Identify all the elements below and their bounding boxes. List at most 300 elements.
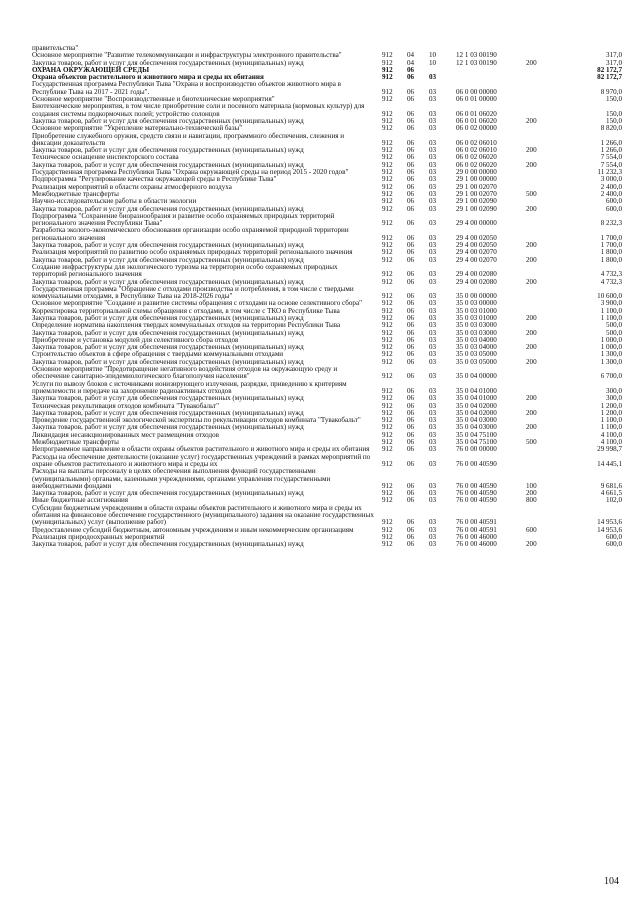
row-target-article: 29 4 00 02050	[456, 233, 497, 242]
row-subsection-code: 03	[429, 307, 437, 315]
row-name: Закупка товаров, работ и услуг для обеспечения государственных (муниципальных) нужд	[32, 343, 304, 352]
row-section-code: 06	[407, 198, 415, 206]
row-subsection-code: 03	[429, 402, 437, 410]
row-target-article: 76 0 00 46000	[456, 541, 497, 549]
row-ministry-code: 912	[382, 147, 393, 155]
row-ministry-code: 912	[382, 125, 393, 133]
row-name: Корректировка территориальной схемы обращения с отходами, в том числе с ТКО в Республике Тыва	[32, 306, 340, 315]
row-section-code: 06	[407, 446, 415, 454]
row-section-code: 06	[407, 372, 415, 381]
row-subsection-code: 03	[429, 138, 437, 147]
row-ministry-code: 912	[382, 409, 393, 417]
row-target-article: 29 4 00 02070	[456, 256, 497, 264]
row-subsection-code: 03	[429, 481, 437, 490]
row-ministry-code: 912	[382, 66, 393, 74]
row-amount: 3 900,0	[600, 300, 622, 308]
row-name: Закупка товаров, работ и услуг для обеспечения государственных (муниципальных) нужд	[32, 160, 304, 169]
row-amount: 600,0	[606, 541, 622, 549]
row-subsection-code: 03	[429, 351, 437, 359]
row-subsection-code: 03	[429, 278, 437, 286]
row-section-code: 06	[407, 322, 415, 330]
row-subsection-code: 10	[429, 52, 437, 60]
row-expense-type	[524, 198, 562, 205]
row-subsection-code: 03	[429, 386, 437, 395]
row-expense-type	[524, 133, 562, 148]
row-ministry-code: 912	[382, 270, 393, 279]
row-target-article: 35 0 04 01000	[456, 386, 497, 395]
row-section-code: 06	[407, 431, 415, 439]
row-ministry-code: 912	[382, 300, 393, 308]
row-section-code: 06	[407, 183, 415, 191]
row-ministry-code: 912	[382, 59, 393, 67]
row-name: Предоставление субсидий бюджетным, автономным учреждениям и иным некоммерческим организациям	[32, 525, 354, 534]
row-amount: 82 172,7	[597, 66, 622, 74]
row-subsection-code: 03	[429, 161, 437, 169]
row-target-article: 35 0 04 02000	[456, 409, 497, 417]
row-amount: 2 400,0	[600, 190, 622, 198]
row-name: Закупка товаров, работ и услуг для обеспечения государственных (муниципальных) нужд	[32, 357, 304, 366]
row-subsection-code: 03	[429, 183, 437, 191]
row-ministry-code: 912	[382, 205, 393, 213]
row-amount: 11 232,3	[597, 169, 622, 177]
row-amount: 82 172,7	[597, 74, 622, 82]
row-expense-type	[524, 184, 562, 191]
row-amount: 1 100,0	[600, 424, 622, 432]
row-expense-type	[524, 249, 562, 256]
row-name: Основное мероприятие "Укрепление материально-технической базы"	[32, 124, 243, 133]
row-section-code: 06	[407, 497, 415, 505]
row-target-article: 29 4 00 02070	[456, 249, 497, 257]
row-target-article: 12 1 03 00190	[456, 52, 497, 60]
row-target-article: 76 0 00 40590	[456, 490, 497, 498]
row-section-code: 06	[407, 395, 415, 403]
row-target-article: 76 0 00 40591	[456, 518, 497, 527]
row-ministry-code: 912	[382, 154, 393, 162]
row-amount: 7 554,0	[600, 161, 622, 169]
row-ministry-code: 912	[382, 219, 393, 228]
row-section-code: 06	[407, 417, 415, 425]
row-section-code: 06	[407, 256, 415, 264]
row-name: Закупка товаров, работ и услуг для обеспечения государственных (муниципальных) нужд	[32, 423, 304, 432]
row-subsection-code: 03	[429, 459, 437, 468]
budget-table-body	[32, 45, 622, 548]
row-amount: 7 554,0	[600, 154, 622, 162]
row-target-article	[454, 45, 524, 52]
row-ministry-code: 912	[382, 322, 393, 330]
row-amount: 6 700,0	[600, 372, 622, 381]
row-target-article: 35 0 04 00000	[456, 372, 497, 381]
row-amount: 14 445,1	[597, 459, 622, 468]
row-name: Охрана объектов растительного и животного мира и среды их обитания	[32, 73, 264, 82]
table-row	[32, 184, 622, 191]
row-ministry-code: 912	[382, 198, 393, 206]
row-amount: 1 100,0	[600, 307, 622, 315]
row-expense-type: 200	[526, 59, 537, 67]
row-subsection-code: 03	[429, 219, 437, 228]
row-amount: 1 100,0	[600, 417, 622, 425]
row-ministry-code: 912	[382, 439, 393, 447]
row-amount: 3 000,0	[600, 176, 622, 184]
table-row	[32, 505, 622, 527]
row-amount: 1 300,0	[600, 351, 622, 359]
row-target-article: 06 0 02 06020	[456, 154, 497, 162]
row-amount: 102,0	[606, 497, 622, 505]
row-amount: 4 661,5	[600, 490, 622, 498]
row-section-code: 06	[407, 292, 415, 301]
row-subsection-code: 03	[429, 125, 437, 133]
row-section-code: 06	[407, 386, 415, 395]
row-expense-type: 200	[526, 161, 537, 169]
row-expense-type: 500	[526, 190, 537, 198]
row-expense-type: 200	[526, 395, 537, 403]
row-section-code: 06	[407, 358, 415, 366]
row-target-article: 76 0 00 40590	[456, 497, 497, 505]
row-name: Закупка товаров, работ и услуг для обеспечения государственных (муниципальных) нужд	[32, 255, 304, 264]
row-name: Закупка товаров, работ и услуг для обеспечения государственных (муниципальных) нужд	[32, 394, 304, 403]
row-subsection-code: 03	[429, 270, 437, 279]
row-amount: 1 200,0	[600, 409, 622, 417]
row-ministry-code: 912	[382, 402, 393, 410]
row-expense-type: 200	[526, 409, 537, 417]
row-amount: 4 100,0	[600, 439, 622, 447]
row-target-article: 06 0 01 00000	[456, 96, 497, 104]
row-subsection-code: 03	[429, 395, 437, 403]
row-name: правительства"	[32, 44, 79, 52]
row-section-code	[405, 45, 427, 52]
table-row	[32, 264, 622, 279]
row-section-code: 06	[407, 314, 415, 322]
row-ministry-code: 912	[382, 386, 393, 395]
row-amount: 8 970,0	[600, 87, 622, 96]
row-subsection-code: 03	[429, 358, 437, 366]
row-amount: 1 200,0	[600, 402, 622, 410]
row-name: Подпрограмма "Регулирование качества окружающей среды в Республике Тыва"	[32, 175, 277, 184]
row-target-article: 35 0 03 03000	[456, 329, 497, 337]
row-name: Подпрограмма "Сохранение биоразнообразия и развитие особо охраняемых природных территорий регионального значения Республики Тыва"	[32, 211, 335, 228]
row-expense-type	[524, 351, 562, 358]
row-amount: 1 266,0	[600, 138, 622, 147]
row-subsection-code: 03	[429, 541, 437, 549]
row-target-article: 35 0 03 05000	[456, 358, 497, 366]
row-amount: 8 232,3	[600, 219, 622, 228]
row-name: Строительство объектов в сфере обращения с твердыми коммунальными отходами	[32, 350, 284, 359]
row-subsection-code: 03	[429, 424, 437, 432]
row-name: Приобретение служебного оружия, средств связи и навигации, программного обеспечения, слежения и фиксации доказательств	[32, 131, 345, 147]
row-amount: 1 700,0	[600, 233, 622, 242]
row-ministry-code: 912	[382, 344, 393, 352]
row-target-article: 35 0 03 01000	[456, 307, 497, 315]
row-target-article: 35 0 03 01000	[456, 314, 497, 322]
row-amount: 29 998,7	[597, 446, 622, 454]
row-target-article: 76 0 00 40590	[456, 459, 497, 468]
row-amount: 9 681,6	[600, 481, 622, 490]
row-ministry-code: 912	[382, 176, 393, 184]
row-expense-type: 200	[526, 490, 537, 498]
row-expense-type: 800	[526, 497, 537, 505]
row-name: Межбюджетные трансферты	[32, 189, 119, 198]
row-ministry-code: 912	[382, 307, 393, 315]
row-section-code: 06	[407, 459, 415, 468]
row-expense-type: 200	[526, 344, 537, 352]
row-amount: 8 820,0	[600, 125, 622, 133]
row-section-code: 06	[407, 300, 415, 308]
row-name: Реализация природоохранных мероприятий	[32, 532, 165, 541]
row-subsection-code: 03	[429, 87, 437, 96]
row-ministry-code: 912	[382, 446, 393, 454]
row-expense-type: 500	[526, 439, 537, 447]
row-section-code: 06	[407, 490, 415, 498]
row-name: Создание инфраструктуры для экологического туризма на территории особо охраняемых природных территорий регионального значения	[32, 262, 338, 279]
row-expense-type	[524, 403, 562, 410]
row-section-code: 06	[407, 344, 415, 352]
row-amount: 317,0	[606, 52, 622, 60]
row-name: Техническая рекультивация отходов комбината "Тувакобальт"	[32, 401, 220, 410]
row-subsection-code: 03	[429, 242, 437, 250]
row-amount: 1 800,0	[600, 249, 622, 257]
row-subsection-code: 03	[429, 198, 437, 206]
row-expense-type	[524, 534, 562, 541]
row-name: Техническое оснащение инспекторского состава	[32, 153, 179, 162]
row-section-code: 06	[407, 176, 415, 184]
row-expense-type	[524, 176, 562, 183]
row-expense-type: 200	[526, 205, 537, 213]
row-subsection-code: 03	[429, 533, 437, 541]
row-target-article: 29 1 00 00000	[456, 176, 497, 184]
row-subsection-code: 03	[429, 372, 437, 381]
row-expense-type	[524, 74, 562, 81]
row-name: Закупка товаров, работ и услуг для обеспечения государственных (муниципальных) нужд	[32, 313, 304, 322]
row-name: Разработка эколого-экономического обоснования организации особо охраняемой природной территории регионального значения	[32, 226, 349, 242]
row-amount: 150,0	[606, 109, 622, 118]
row-section-code: 04	[407, 59, 415, 67]
row-target-article: 29 4 00 02080	[456, 270, 497, 279]
row-target-article: 76 0 00 40591	[456, 526, 497, 534]
row-subsection-code: 03	[429, 109, 437, 118]
row-name: Основное мероприятие "Создание и развитие системы обращения с отходами на основе селективного сбора"	[32, 299, 363, 308]
row-name: Иные бюджетные ассигнования	[32, 496, 129, 505]
row-section-code: 06	[407, 161, 415, 169]
row-expense-type: 100	[526, 481, 537, 490]
table-row	[32, 381, 622, 396]
row-section-code: 06	[407, 147, 415, 155]
row-section-code: 06	[407, 249, 415, 257]
table-row	[32, 366, 622, 381]
row-section-code: 06	[407, 117, 415, 125]
row-section-code: 06	[407, 307, 415, 315]
row-target-article: 35 0 03 04000	[456, 344, 497, 352]
row-section-code: 06	[407, 109, 415, 118]
row-target-article: 35 0 04 03000	[456, 424, 497, 432]
row-name: Закупка товаров, работ и услуг для обеспечения государственных (муниципальных) нужд	[32, 241, 304, 250]
row-expense-type: 200	[526, 314, 537, 322]
row-section-code: 06	[407, 154, 415, 162]
row-expense-type	[524, 454, 562, 469]
row-section-code: 06	[407, 336, 415, 344]
row-ministry-code: 912	[382, 518, 393, 527]
row-name: Закупка товаров, работ и услуг для обеспечения государственных (муниципальных) нужд	[32, 204, 304, 213]
row-target-article	[454, 67, 524, 74]
table-row	[32, 432, 622, 439]
row-amount: 14 953,6	[597, 518, 622, 527]
row-subsection-code: 03	[429, 490, 437, 498]
row-section-code: 06	[407, 138, 415, 147]
row-amount: 1 800,0	[600, 256, 622, 264]
row-target-article: 35 0 04 75100	[456, 439, 497, 447]
budget-page	[32, 45, 622, 548]
row-ministry-code: 912	[382, 109, 393, 118]
row-subsection-code: 03	[429, 176, 437, 184]
row-ministry-code: 912	[382, 417, 393, 425]
row-section-code: 06	[407, 270, 415, 279]
row-expense-type: 200	[526, 541, 537, 549]
row-target-article: 35 0 04 75100	[456, 431, 497, 439]
row-expense-type	[524, 446, 562, 453]
row-amount: 4 732,3	[600, 270, 622, 279]
row-expense-type: 200	[526, 358, 537, 366]
row-target-article: 76 0 00 40590	[456, 481, 497, 490]
row-ministry-code: 912	[382, 358, 393, 366]
row-name: Закупка товаров, работ и услуг для обеспечения государственных (муниципальных) нужд	[32, 116, 304, 125]
row-name: Непрограммное направление в области охраны объектов растительного и животного мира и среды их обитания	[32, 445, 370, 454]
row-section-code: 06	[407, 190, 415, 198]
row-ministry-code: 912	[382, 336, 393, 344]
row-ministry-code: 912	[382, 233, 393, 242]
row-target-article: 76 0 00 00000	[456, 446, 497, 454]
row-amount: 1 700,0	[600, 242, 622, 250]
row-expense-type	[524, 154, 562, 161]
table-row	[32, 468, 622, 490]
row-name: Расходы на выплаты персоналу в целях обеспечения выполнения функций государственными (муниципальными) органами, казенными учреждениями, органами управления государственными внебюджетными фондами	[32, 467, 331, 490]
row-section-code: 06	[407, 526, 415, 534]
row-subsection-code: 03	[429, 190, 437, 198]
row-expense-type	[524, 286, 562, 301]
table-row	[32, 133, 622, 148]
row-expense-type: 200	[526, 424, 537, 432]
row-ministry-code: 912	[382, 117, 393, 125]
row-subsection-code: 03	[429, 439, 437, 447]
row-subsection-code: 03	[429, 249, 437, 257]
row-ministry-code: 912	[382, 74, 393, 82]
row-name: Основное мероприятие "Предотвращение негативного воздействия отходов на окружающую среду и обеспечение санитарно-эпидемиологического благополучия населения"	[32, 365, 338, 381]
row-expense-type	[524, 67, 562, 74]
row-subsection-code: 03	[429, 256, 437, 264]
row-target-article: 06 0 00 00000	[456, 87, 497, 96]
row-expense-type: 200	[526, 256, 537, 264]
row-expense-type	[524, 381, 562, 396]
row-name: Реализация мероприятий в области охраны атмосферного воздуха	[32, 182, 232, 191]
row-amount: 1 000,0	[600, 344, 622, 352]
row-section-code: 06	[407, 219, 415, 228]
row-subsection-code: 03	[429, 233, 437, 242]
row-expense-type	[524, 308, 562, 315]
row-section-code: 06	[407, 409, 415, 417]
row-subsection-code: 03	[429, 446, 437, 454]
row-subsection-code: 03	[429, 336, 437, 344]
table-row	[32, 213, 622, 228]
row-ministry-code: 912	[382, 52, 393, 60]
table-row	[32, 454, 622, 469]
row-name: Закупка товаров, работ и услуг для обеспечения государственных (муниципальных) нужд	[32, 408, 304, 417]
row-subsection-code: 03	[429, 518, 437, 527]
row-amount: 14 953,6	[597, 526, 622, 534]
row-name: Закупка товаров, работ и услуг для обеспечения государственных (муниципальных) нужд	[32, 58, 304, 67]
row-target-article: 29 1 00 02090	[456, 205, 497, 213]
row-ministry-code: 912	[382, 138, 393, 147]
row-target-article: 29 1 00 02090	[456, 198, 497, 206]
row-expense-type	[524, 322, 562, 329]
row-amount: 1 266,0	[600, 147, 622, 155]
row-subsection-code: 03	[429, 117, 437, 125]
row-target-article: 35 0 04 02000	[456, 402, 497, 410]
row-section-code: 06	[407, 402, 415, 410]
row-expense-type	[524, 52, 562, 59]
table-row	[32, 286, 622, 301]
row-subsection-code: 03	[429, 292, 437, 301]
row-ministry-code: 912	[382, 329, 393, 337]
row-expense-type	[524, 96, 562, 103]
row-ministry-code: 912	[382, 292, 393, 301]
row-name: Закупка товаров, работ и услуг для обеспечения государственных (муниципальных) нужд	[32, 489, 304, 498]
row-amount: 150,0	[606, 96, 622, 104]
row-ministry-code: 912	[382, 256, 393, 264]
row-section-code: 06	[407, 169, 415, 177]
page-number: 104	[604, 876, 619, 887]
row-target-article: 29 1 00 02070	[456, 183, 497, 191]
row-section-code: 06	[407, 278, 415, 286]
row-name: Государственная программа Республики Тыва "Охрана окружающей среды на период 2015 - 2020 годов"	[32, 168, 349, 177]
row-expense-type	[524, 213, 562, 228]
row-section-code: 04	[407, 52, 415, 60]
row-name: Закупка товаров, работ и услуг для обеспечения государственных (муниципальных) нужд	[32, 328, 304, 337]
row-subsection-code: 10	[429, 59, 437, 67]
row-target-article: 29 4 00 00000	[456, 219, 497, 228]
row-subsection-code: 03	[429, 417, 437, 425]
row-subsection-code: 03	[429, 300, 437, 308]
row-ministry-code: 912	[382, 395, 393, 403]
row-target-article: 29 1 00 02070	[456, 190, 497, 198]
row-name: Биотехнические мероприятия, в том числе приобретение соли и посевного материала (кормовых культур) для создания системы подкормочных полей; устройство солонцов	[32, 102, 365, 118]
row-ministry-code: 912	[382, 183, 393, 191]
row-amount: 10 600,0	[597, 292, 622, 301]
row-expense-type	[524, 432, 562, 439]
row-ministry-code	[380, 45, 405, 52]
budget-table	[32, 45, 622, 548]
row-expense-type	[524, 300, 562, 307]
row-expense-type	[524, 45, 562, 52]
row-subsection-code	[427, 45, 454, 52]
row-expense-type	[524, 505, 562, 527]
row-section-code: 06	[407, 439, 415, 447]
row-ministry-code: 912	[382, 431, 393, 439]
row-name: Закупка товаров, работ и услуг для обеспечения государственных (муниципальных) нужд	[32, 277, 304, 286]
row-target-article: 35 0 03 00000	[456, 300, 497, 308]
row-section-code: 06	[407, 481, 415, 490]
row-expense-type	[524, 366, 562, 381]
row-expense-type	[524, 417, 562, 424]
row-section-code: 06	[407, 233, 415, 242]
row-ministry-code: 912	[382, 533, 393, 541]
row-subsection-code	[427, 67, 454, 74]
row-ministry-code: 912	[382, 96, 393, 104]
row-amount: 4 732,3	[600, 278, 622, 286]
row-amount: 1 300,0	[600, 358, 622, 366]
row-target-article: 06 0 02 06010	[456, 147, 497, 155]
row-expense-type: 200	[526, 329, 537, 337]
row-target-article: 35 0 03 04000	[456, 336, 497, 344]
row-subsection-code: 03	[429, 205, 437, 213]
row-name: Ликвидация несанкционированных мест размещения отходов	[32, 430, 220, 439]
row-expense-type	[524, 227, 562, 242]
